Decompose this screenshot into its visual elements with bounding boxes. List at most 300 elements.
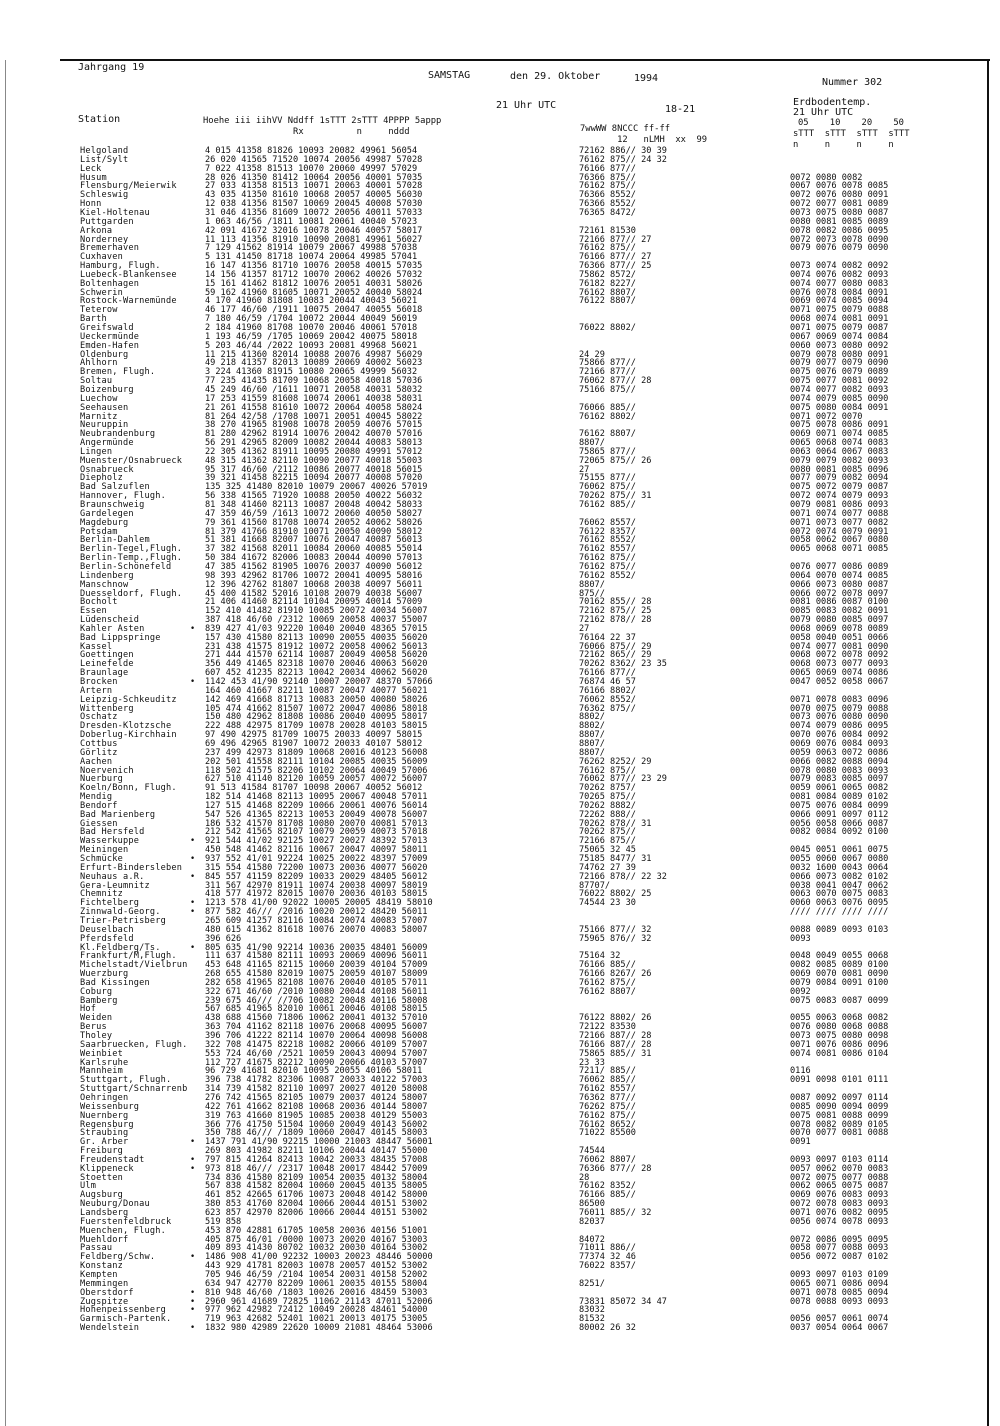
observation-values: 5 203 46/44 /2022 10093 20081 49968 56021 [205,340,418,351]
observation-values: 519 858 [205,1216,242,1227]
soil-n-header: n n n n [793,140,894,150]
soil-temperature-values: 0091 [790,1137,811,1148]
soil-temperature-values: 0069 0071 0074 0085 [790,429,889,440]
weather-group-values: 27 [579,623,590,634]
observation-values: 422 761 41662 82108 10068 20036 40144 58007 [205,1101,428,1112]
weather-group-values: 76162 875// [579,977,636,988]
weather-group-values: 76166 8802/ [579,685,636,696]
observation-values: 22 305 41362 81911 10095 20080 49991 57012 [205,446,423,457]
weather-group-values: 76066 875// 29 [579,641,652,652]
observation-values: 49 218 41357 82013 10089 20069 40002 56023 [205,358,423,369]
observation-values: 363 704 41162 82118 10076 20068 40095 56007 [205,1022,428,1033]
station-name: Wasserkuppe [80,836,140,847]
station-name: Neuruppin [80,420,129,431]
weather-group-values: 75166 875// [579,384,636,395]
weather-group-values: 76162 8802/ [579,411,636,422]
weather-group-values: 875// [579,588,605,599]
weather-group-values: 81532 [579,1314,605,1325]
station-name: Boltenhagen [80,278,140,289]
observation-values: 11 113 41356 81910 10090 20081 49961 56027 [205,234,423,245]
observation-values: 322 671 46/60 /2010 10080 20044 40108 56011 [205,986,428,997]
station-name: Lüdenscheid [80,615,140,626]
station-name: Ahlhorn [80,358,118,369]
weather-group-values: 76262 8252/ 29 [579,756,652,767]
observation-values: 81 348 41460 82113 10087 20048 40042 58033 [205,500,423,510]
soil-temperature-values: 0060 0063 0076 0095 [790,898,889,909]
weather-group-values: 76366 877// 28 [579,1163,652,1174]
observation-values: 480 615 41362 81618 10076 20070 40083 58007 [205,924,428,935]
weather-group-values: 76362 877// [579,1092,636,1103]
station-name: Stuttgart, Flugh. [80,1075,172,1086]
weather-group-values: 76162 875// [579,553,636,564]
station-name: Muehldorf [80,1234,129,1245]
observation-values: 627 510 41140 82120 10059 20057 40072 56007 [205,774,428,785]
observation-values: 157 430 41580 82113 10090 20055 40035 56020 [205,632,428,643]
soil-units-header: sTTT sTTT sTTT sTTT [793,129,910,139]
observation-values: 237 499 42973 81809 10068 20016 40123 56008 [205,747,428,758]
observation-values: 1213 578 41/00 92022 10005 20005 48419 58010 [205,898,433,909]
weather-group-values: 70262 8757/ [579,783,636,794]
observation-values: 805 635 41/90 92214 10036 20035 48401 56009 [205,942,428,953]
weather-group-values: 76166 877// [579,163,636,174]
observation-values: 1437 791 41/90 92215 10000 21003 48447 56001 [205,1137,433,1148]
station-name: Oberstdorf [80,1287,134,1298]
soil-temperature-values: 0070 0076 0084 0092 [790,730,889,741]
observation-values: 5 131 41450 81718 10074 20064 49985 57041 [205,252,418,263]
observation-values: 396 626 [205,933,242,944]
station-name: Dresden-Klotzsche [80,721,172,732]
observation-values: 105 474 41662 81507 10072 20047 40086 58018 [205,703,428,714]
observation-values: 2 184 41960 81708 10070 20046 40061 57018 [205,323,418,333]
soil-temperature-values: 0071 0075 0079 0088 [790,305,889,316]
soil-temperature-values: 0079 0081 0086 0093 [790,500,889,510]
station-name: Erfurt-Bindersleben [80,862,183,873]
observation-values: 567 685 41965 82010 10061 20046 40108 58015 [205,1004,428,1015]
station-name: Michelstadt/Vielbrun [80,960,188,971]
observation-values: 7 180 46/59 /1704 10072 20044 40049 56019 [205,314,418,325]
observation-values: 797 815 41264 82413 10042 20033 48435 57008 [205,1154,428,1165]
weather-group-values: 76874 46 57 [579,677,636,687]
mountain-station-marker: • [190,898,196,909]
weather-group-values: 76362 875// [579,703,636,714]
station-name: Passau [80,1243,113,1254]
station-name: Kempten [80,1269,118,1280]
observation-values: 37 382 41568 82011 10084 20060 40085 55014 [205,544,423,555]
weather-group-values: 76162 8552/ [579,535,636,546]
weather-group-values: 76365 8472/ [579,207,636,218]
station-name: Bamberg [80,995,118,1006]
observation-values: 182 514 41468 82113 10095 20067 40048 57011 [205,792,428,803]
weather-group-values: 76182 8227/ [579,278,636,289]
soil-temperature-values: 0056 0057 0061 0074 [790,1314,889,1325]
observation-values: 268 655 41580 82019 10075 20059 40107 58009 [205,969,428,980]
weather-group-values: 76062 8807/ [579,1154,636,1165]
station-name: Berus [80,1022,107,1033]
obs-time-range-header: 18-21 [665,104,696,115]
station-name: Berlin-Tegel,Flugh. [80,544,183,555]
weather-group-values: 72166 887// 28 [579,1031,652,1041]
soil-temperature-values: 0079 0076 0079 0090 [790,243,889,254]
station-name: Diepholz [80,473,123,484]
observation-values: 31 046 41356 81609 10072 20056 40011 57033 [205,207,423,218]
observation-values: 16 147 41356 81710 10076 20058 40015 57035 [205,261,423,272]
weather-group-values: 70262 8882/ [579,800,636,811]
soil-temperature-values: 0079 0084 0091 0100 [790,977,889,988]
station-name: Weissenburg [80,1101,140,1112]
observation-values: 553 724 46/60 /2521 10059 20043 40094 57007 [205,1048,428,1059]
station-name: Boizenburg [80,384,134,395]
weather-group-values: 71011 886// [579,1243,636,1254]
weather-group-values: 76062 8557/ [579,517,636,528]
soil-temperature-values: 0076 0080 0068 0088 [790,1022,889,1033]
weather-group-values: 76162 875// [579,243,636,254]
top-border-line [60,59,990,61]
observation-values: 719 963 42682 52401 10021 20013 40175 53005 [205,1314,428,1325]
observation-values: 937 552 41/01 92224 10025 20022 48397 57009 [205,854,428,864]
weather-group-values: 70262 878// 31 [579,818,652,829]
station-name: Saarbruecken, Flugh. [80,1039,188,1050]
observation-values: 39 321 41458 82215 10094 20077 40008 57020 [205,473,423,484]
soil-temperature-values: 0074 0076 0082 0093 [790,269,889,280]
observation-values: 409 893 41430 80702 10032 20030 40164 53002 [205,1243,428,1254]
soil-temperature-values: 0067 0069 0074 0084 [790,331,889,342]
weather-group-values: 84072 [579,1234,605,1245]
station-name: Lingen [80,446,113,457]
observation-values: 623 857 42970 82006 10066 20044 40151 53002 [205,1208,428,1218]
station-name: Braunschweig [80,500,145,510]
weather-group-values: 70262 8362/ 23 35 [579,659,667,670]
station-name: Osnabrueck [80,464,134,475]
observation-values: 12 396 42762 81807 10068 20038 40097 56011 [205,579,423,590]
weather-group-values: 76366 877// 25 [579,261,652,272]
station-name: Zinnwald-Georg. [80,907,161,918]
soil-temperature-values: 0074 0077 0080 0083 [790,278,889,289]
weather-group-values: 76166 877// 27 [579,252,652,263]
soil-temperature-values: 0072 0074 0079 0093 [790,491,889,502]
observation-values: 59 162 41960 81605 10071 20052 40040 58024 [205,287,423,298]
weather-group-values: 76162 875// 24 32 [579,154,667,165]
weather-group-values: 76262 875// [579,1101,636,1112]
soil-temperature-values: 0066 0073 0082 0102 [790,871,889,882]
station-name: Berlin-Temp.,Flugh. [80,553,183,564]
soil-temperature-values: 0071 0076 0086 0096 [790,1039,889,1050]
station-name: Arkona [80,225,113,236]
station-name: Weiden [80,1013,113,1024]
station-column-header: Station [78,114,121,125]
station-name: Berlin-Dahlem [80,535,150,546]
observation-values: 142 469 41668 81713 10083 20050 40080 58026 [205,694,428,705]
soil-temperature-values: 0078 0080 0083 0093 [790,765,889,776]
soil-temperature-values: 0065 0068 0074 0083 [790,438,889,449]
soil-temperature-values: 0079 0080 0085 0097 [790,615,889,626]
station-name: Hohenpeissenberg [80,1305,166,1316]
soil-temperature-values: 0068 0072 0078 0092 [790,650,889,661]
soil-temperature-values: 0116 [790,1066,811,1077]
observation-values: 810 948 46/60 /1803 10026 20016 48459 53003 [205,1287,428,1298]
mountain-station-marker: • [190,1305,196,1316]
observation-values: 845 557 41159 82209 10033 20029 48405 56012 [205,871,428,882]
observation-values: 396 706 41222 82114 10070 20064 40098 56008 [205,1031,428,1041]
station-name: Weinbiet [80,1048,123,1059]
weather-group-values: 87707/ [579,880,611,891]
soil-temperature-values: 0074 0081 0086 0104 [790,1048,889,1059]
soil-temperature-values: 0080 0081 0085 0089 [790,216,889,227]
weather-group-values: 76162 8807/ [579,429,636,440]
mountain-station-marker: • [190,1137,196,1148]
observation-values: 43 035 41350 81610 10068 20057 40005 56030 [205,190,423,201]
station-name: Hof [80,1004,97,1015]
weather-group-values: 76122 8807/ [579,296,636,307]
weather-group-values: 74544 [579,1146,605,1157]
weather-group-values: 76162 875// [579,1110,636,1121]
weather-group-values: 76166 885// [579,1190,636,1201]
soil-temperature-values: 0059 0061 0065 0082 [790,783,889,794]
observation-values: 28 026 41350 81412 10064 20056 40001 57035 [205,172,423,183]
station-name: Soltau [80,376,113,387]
soil-temperature-values: 0037 0054 0064 0067 [790,1323,889,1334]
soil-temperature-values: 0072 0076 0080 0091 [790,190,889,201]
soil-temperature-values: 0063 0070 0075 0083 [790,889,889,900]
station-name: Bad Kissingen [80,977,150,988]
weather-group-values: 76022 8357/ [579,1261,636,1272]
observation-values: 1832 980 42989 22620 10009 21081 48464 53006 [205,1323,433,1334]
weather-group-values: 23 33 [579,1057,605,1068]
weather-group-values: 76162 8552/ [579,570,636,581]
soil-temperature-values: 0078 0082 0086 0095 [790,225,889,236]
station-name: Ulm [80,1181,97,1192]
observation-values: 705 946 46/59 /2104 10054 20031 40158 52002 [205,1269,428,1280]
observation-values: 45 249 46/60 /1611 10071 20058 40031 58032 [205,384,423,395]
station-name: Bad Salzuflen [80,482,150,493]
soil-temperature-values: 0081 0086 0087 0100 [790,597,889,608]
soil-temperature-values: 0073 0074 0082 0092 [790,261,889,272]
station-name: Luebeck-Blankensee [80,269,177,280]
observation-values: 547 526 41365 82213 10053 20049 40078 56007 [205,809,428,820]
soil-temperature-values: 0079 0079 0082 0093 [790,455,889,466]
soil-temperature-values: 0085 0090 0094 0099 [790,1101,889,1112]
observation-values: 21 261 41558 81610 10072 20064 40058 58024 [205,402,423,413]
weather-group-values: 7211/ 885// [579,1066,636,1077]
weather-group-values: 76166 877// [579,668,636,679]
station-name: Marnitz [80,411,118,422]
station-name: Schmücke [80,854,123,864]
weather-group-values: 8802/ [579,712,605,723]
mountain-station-marker: • [190,871,196,882]
station-name: Gr. Arber [80,1137,129,1148]
soil-temperature-values: 0060 0073 0080 0092 [790,340,889,351]
station-name: Bad Lippspringe [80,632,161,643]
station-name: Wittenberg [80,703,134,714]
soil-temperature-values: 0070 0077 0081 0088 [790,1128,889,1139]
soil-temperature-values: 0065 0071 0086 0094 [790,1278,889,1289]
soil-temperature-values: 0066 0073 0080 0087 [790,579,889,590]
station-name: Kiel-Holtenau [80,207,150,218]
weather-group-values: 75164 32 [579,951,621,962]
soil-temperature-values: //// //// //// //// [790,907,889,918]
weather-group-values: 8802/ [579,721,605,732]
weather-group-values: 76022 8802/ 25 [579,889,652,900]
station-name: Berlin-Schönefeld [80,561,172,572]
station-name: Aachen [80,756,113,767]
station-name: Muenster/Osnabrueck [80,455,183,466]
station-name: Angermünde [80,438,134,449]
observation-values: 438 688 41560 71806 10062 20041 40132 57010 [205,1013,428,1024]
station-name: Goettingen [80,650,134,661]
soil-temperature-values: 0057 0062 0070 0083 [790,1163,889,1174]
station-name: Frankfurt/M,Flugh. [80,951,177,962]
station-name: Pferdsfeld [80,933,134,944]
observation-values: 27 033 41358 81513 10071 20063 40001 57028 [205,181,423,192]
observation-values: 1486 908 41/00 92232 10003 20023 48446 50000 [205,1252,433,1263]
soil-temperature-values: 0071 0074 0077 0088 [790,508,889,519]
weather-group-values: 75862 8572/ [579,269,636,280]
soil-temperature-values: 0056 0072 0087 0102 [790,1252,889,1263]
observation-values: 12 038 41356 81507 10069 20045 40008 57030 [205,199,423,210]
observation-values: 973 818 46/// /2317 10048 20017 48442 57009 [205,1163,428,1174]
soil-temperature-values: 0058 0077 0088 0093 [790,1243,889,1254]
observation-values: 202 501 41558 82111 10104 20085 40035 56009 [205,756,428,767]
station-name: Stuttgart/Schnarrenb [80,1084,188,1095]
weather-group-values: 72162 865// 29 [579,650,652,661]
soil-temperature-values: 0069 0076 0083 0093 [790,1190,889,1201]
station-name: Mannheim [80,1066,123,1077]
weather-group-values: 72162 875// 25 [579,606,652,617]
soil-temperature-values: 0075 0076 0079 0089 [790,367,889,378]
day-label: SAMSTAG [428,70,471,81]
observation-values: 150 480 42962 81808 10086 20040 40095 58017 [205,712,428,723]
soil-temperature-values: 0072 0075 0077 0088 [790,1172,889,1183]
mountain-station-marker: • [190,907,196,918]
soil-temperature-values: 0075 0083 0087 0099 [790,995,889,1006]
observation-values: 56 338 41565 71920 10088 20050 40022 56032 [205,491,423,502]
station-name: Leck [80,163,102,174]
observation-values: 51 381 41668 82007 10076 20047 40087 56013 [205,535,423,546]
weather-group-values: 75965 876// 32 [579,933,652,944]
soil-temperature-values: 0058 0062 0067 0080 [790,535,889,546]
soil-temperature-values: 0075 0080 0084 0091 [790,402,889,413]
obs-time-header: 21 Uhr UTC [496,100,557,111]
weather-group-values: 75866 877// [579,358,636,369]
observation-columns-subheader: Rx n nddd [203,127,410,137]
soil-temperature-values: 0074 0079 0085 0090 [790,393,889,404]
observation-values: 231 438 41575 81912 10072 20058 40062 56013 [205,641,428,652]
weather-group-values: 72162 878// 28 [579,615,652,626]
weather-group-values: 74544 23 30 [579,898,636,909]
soil-temperature-values: 0074 0077 0081 0090 [790,641,889,652]
observation-values: 186 532 41570 81708 10080 20070 40081 57013 [205,818,428,829]
soil-temperature-values: 0070 0075 0079 0088 [790,703,889,714]
observation-values: 7 022 41358 81513 10070 20060 49997 57029 [205,163,418,174]
station-name: Honn [80,199,102,210]
station-name: Oschatz [80,712,118,723]
station-name: Norderney [80,234,129,245]
weather-group-values: 76164 22 37 [579,632,636,643]
mountain-station-marker: • [190,1252,196,1263]
weather-group-values: 8807/ [579,730,605,741]
station-name: Giessen [80,818,118,829]
observation-values: 2960 961 41689 72825 11062 21143 47011 52006 [205,1296,433,1307]
soil-temperature-values: 0072 0080 0082 [790,172,863,183]
station-name: Stoetten [80,1172,123,1183]
mountain-station-marker: • [190,623,196,634]
station-name: Schleswig [80,190,129,201]
observation-values: 634 947 42770 82209 10061 20035 40155 58004 [205,1278,428,1289]
soil-temperature-values: 0068 0074 0081 0091 [790,314,889,325]
station-name: Leinefelde [80,659,134,670]
station-name: Tholey [80,1031,113,1041]
soil-temperature-values: 0071 0076 0082 0095 [790,1208,889,1218]
station-name: Manschnow [80,579,129,590]
observation-values: 734 836 41580 82109 10054 20035 40132 58004 [205,1172,428,1183]
observation-values: 1 193 46/59 /1705 10069 20042 40075 58018 [205,331,418,342]
soil-temperature-values: 0065 0068 0071 0085 [790,544,889,555]
soil-temperature-values: 0071 0072 0070 [790,411,863,422]
observation-values: 453 648 41165 82115 10060 20039 40104 57009 [205,960,428,971]
observation-values: 366 776 41750 51504 10060 20049 40143 56002 [205,1119,428,1130]
station-name: Emden-Hafen [80,340,140,351]
observation-values: 11 215 41360 82014 10088 20076 49987 56029 [205,349,423,360]
soil-temperature-values: 0074 0079 0086 0095 [790,721,889,732]
mountain-station-marker: • [190,854,196,864]
station-name: Schwerin [80,287,123,298]
station-name: Rostock-Warnemünde [80,296,177,307]
weather-group-values: 76162 885// [579,500,636,510]
observation-values: 111 637 41580 82111 10093 20069 40096 56011 [205,951,428,962]
soil-temperature-values: 0069 0076 0084 0093 [790,738,889,749]
weather-group-values: 76162 875// [579,181,636,192]
station-name: Muenchen, Flugh. [80,1225,166,1236]
weather-group-values: 28 [579,1172,590,1183]
soil-temperature-values: 0068 0069 0078 0089 [790,623,889,634]
station-name: Coburg [80,986,113,997]
observation-values: 4 170 41960 81808 10083 20044 40043 56021 [205,296,418,307]
soil-temperature-values: 0056 0074 0078 0093 [790,1216,889,1227]
station-name: Luechow [80,393,118,404]
observation-values: 282 658 41965 82108 10076 20040 40105 57011 [205,977,428,988]
weather-group-values: 76062 885// [579,1075,636,1086]
weather-group-values: 76162 8807/ [579,986,636,997]
observation-values: 127 515 41468 82209 10066 20061 40076 56014 [205,800,428,811]
observation-values: 443 929 41781 82003 10078 20057 40152 53002 [205,1261,428,1272]
station-name: Koeln/Bonn, Flugh. [80,783,177,794]
station-name: Cottbus [80,738,118,749]
observation-values: 977 962 42982 72412 10049 20028 48461 54000 [205,1305,428,1316]
soil-temperature-values: 0068 0073 0077 0093 [790,659,889,670]
station-name: Husum [80,172,107,183]
soil-temperature-values: 0093 [790,933,811,944]
station-name: Cuxhaven [80,252,123,263]
observation-values: 45 400 41582 52016 10108 20079 40038 56007 [205,588,423,599]
weather-group-values: 8807/ [579,738,605,749]
observation-values: 98 393 42962 81706 10072 20041 40095 58016 [205,570,423,581]
observation-values: 81 264 42/58 /1708 10071 20051 40045 58022 [205,411,423,422]
jahrgang-label: Jahrgang 19 [78,62,145,73]
weather-group-values: 76366 8552/ [579,199,636,210]
weather-group-values: 76162 8557/ [579,1084,636,1095]
observation-values: 453 870 42881 61705 10058 20036 40156 51001 [205,1225,428,1236]
station-name: Wendelstein [80,1323,140,1334]
station-name: Hamburg, Flugh. [80,261,161,272]
soil-temperature-values: 0079 0083 0085 0097 [790,774,889,785]
observation-values: 15 161 41462 81812 10076 20051 40031 58026 [205,278,423,289]
observation-values: 322 708 41475 82218 10082 20066 40109 57007 [205,1039,428,1050]
weather-group-values: 76062 877// 23 29 [579,774,667,785]
soil-temperature-values: 0081 0084 0089 0102 [790,792,889,803]
weather-group-values: 75155 877// [579,473,636,484]
weather-group-values: 72161 81530 [579,225,636,236]
soil-temperature-values: 0069 0070 0081 0090 [790,969,889,980]
station-name: Bendorf [80,800,118,811]
